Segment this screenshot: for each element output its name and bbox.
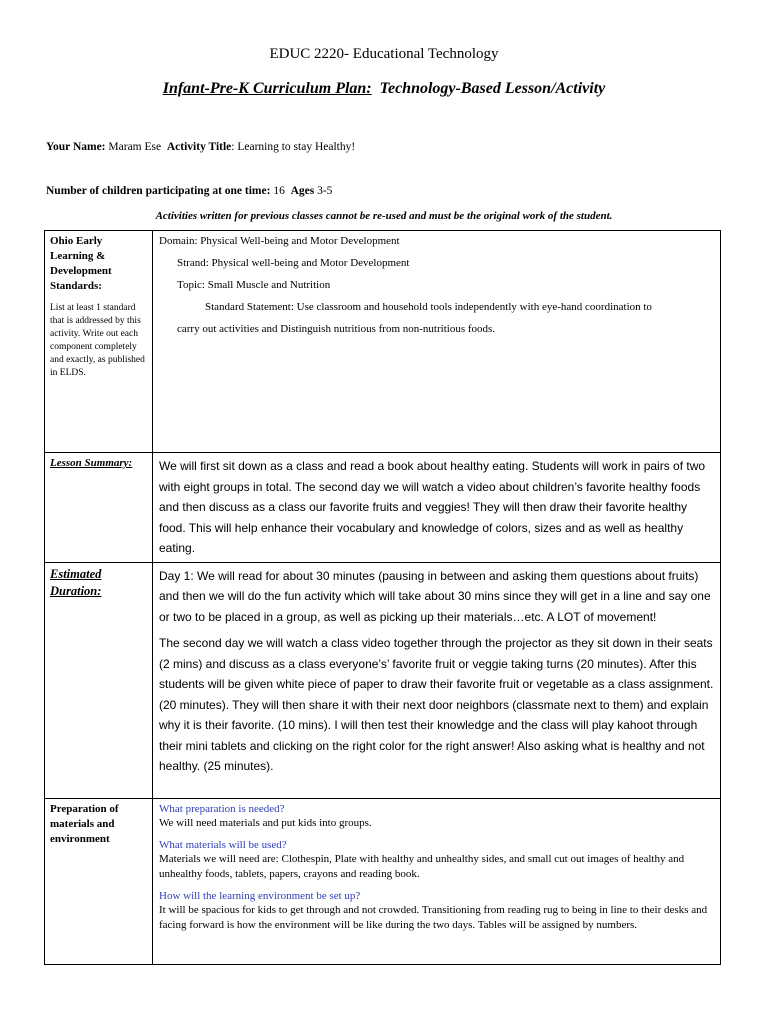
name-value: Maram Ese xyxy=(108,141,162,153)
children-value: 16 xyxy=(273,185,285,197)
prep-question-3: How will the learning environment be set up? xyxy=(159,890,361,902)
originality-notice: Activities written for previous classes cannot be re-used and must be the original work of the student. xyxy=(155,210,613,222)
standards-label-cell xyxy=(45,231,153,453)
preparation-label: Preparation of materials and environment xyxy=(50,802,119,845)
prep-answer-1: We will need materials and put kids into groups. xyxy=(159,816,372,829)
duration-row xyxy=(45,562,721,798)
children-line xyxy=(46,185,332,197)
standards-row xyxy=(45,231,721,453)
prep-question-2: What materials will be used? xyxy=(159,839,287,851)
spacer xyxy=(159,830,714,838)
standards-content-cell xyxy=(153,231,721,453)
summary-label: Lesson Summary: xyxy=(50,457,133,469)
course-title: EDUC 2220- Educational Technology xyxy=(269,46,499,62)
summary-text: We will first sit down as a class and read a book about healthy eating. Students will work in pairs of two with eight groups in total. The second day we will watch a video about children’s favorite healthy foods and then discuss as a class our favorite fruits and veggies! They will then draw their favorite healthy food. This will help enhance their vocabulary and knowledge of colors, sizes and as well as healthy eating. xyxy=(159,459,706,555)
plan-title xyxy=(0,80,768,98)
standards-strand: Strand: Physical well-being and Motor Development xyxy=(177,257,410,269)
duration-label: Estimated Duration: xyxy=(50,566,102,598)
plan-title-rest: Technology-Based Lesson/Activity xyxy=(379,80,606,97)
standards-instructions: List at least 1 standard that is addressed by this activity. Write out each component completely and exactly, as published in ELDS. xyxy=(50,303,145,378)
plan-title-underlined: Infant-Pre-K Curriculum Plan: xyxy=(162,80,372,97)
duration-content-cell xyxy=(153,562,721,798)
standards-label: Ohio Early Learning & Development Standards: xyxy=(50,235,112,292)
duration-label-cell xyxy=(45,562,153,798)
spacer xyxy=(159,881,714,889)
prep-answer-2: Materials we will need are: Clothespin, Plate with healthy and unhealthy sides, and small cut out images of healthy and unhealthy foods, tablets, papers, crayons and reading book. xyxy=(159,853,685,880)
ages-label: Ages xyxy=(290,185,315,197)
duration-day1: Day 1: We will read for about 30 minutes (pausing in between and asking them questions about fruits) and then we will do the fun activity which will take about 30 mins since they will get in a line and say one or two to be placed in a group, as well as picking up their materials…etc. A LOT of movement! xyxy=(159,568,711,624)
name-line xyxy=(46,141,355,153)
standards-statement-2: carry out activities and Distinguish nutritious from non-nutritious foods. xyxy=(177,323,496,335)
summary-row xyxy=(45,453,721,563)
duration-day2: The second day we will watch a class video together through the projector as they sit down in their seats (2 mins) and discuss as a class everyone’s’ favorite fruit or veggie taking turns (20 minutes). After this students will be given white piece of paper to draw their favorite fruit or vegetable as a class assignment. (20 minutes). They will then share it with their next door neighbors (classmate next to them) and explain why it is their favorite. (10 mins). I will then test their knowledge and the class will play kahoot through their mini tablets and clicking on the right color for the right answer! Also asking what is healthy and not healthy. (25 minutes). xyxy=(159,636,714,773)
children-label: Number of children participating at one time: xyxy=(46,185,271,197)
preparation-content-cell xyxy=(153,798,721,964)
activity-value: : Learning to stay Healthy! xyxy=(231,141,356,153)
standards-statement-1: Standard Statement: Use classroom and household tools independently with eye-hand coordination to xyxy=(205,301,652,313)
prep-question-1: What preparation is needed? xyxy=(159,802,285,815)
curriculum-table xyxy=(44,230,721,965)
prep-answer-3: It will be spacious for kids to get through and not crowded. Transitioning from reading rug to being in line to their desks and facing forward is how the environment will be like during the two days. Tables will be assigned by numbers. xyxy=(159,904,708,931)
summary-label-cell xyxy=(45,453,153,563)
ages-value: 3-5 xyxy=(317,185,333,197)
summary-content-cell xyxy=(153,453,721,563)
standards-domain: Domain: Physical Well-being and Motor Development xyxy=(159,235,400,247)
standards-topic: Topic: Small Muscle and Nutrition xyxy=(177,279,331,291)
preparation-row xyxy=(45,798,721,964)
name-label: Your Name: xyxy=(46,141,106,153)
activity-label: Activity Title xyxy=(166,141,232,153)
preparation-label-cell xyxy=(45,798,153,964)
